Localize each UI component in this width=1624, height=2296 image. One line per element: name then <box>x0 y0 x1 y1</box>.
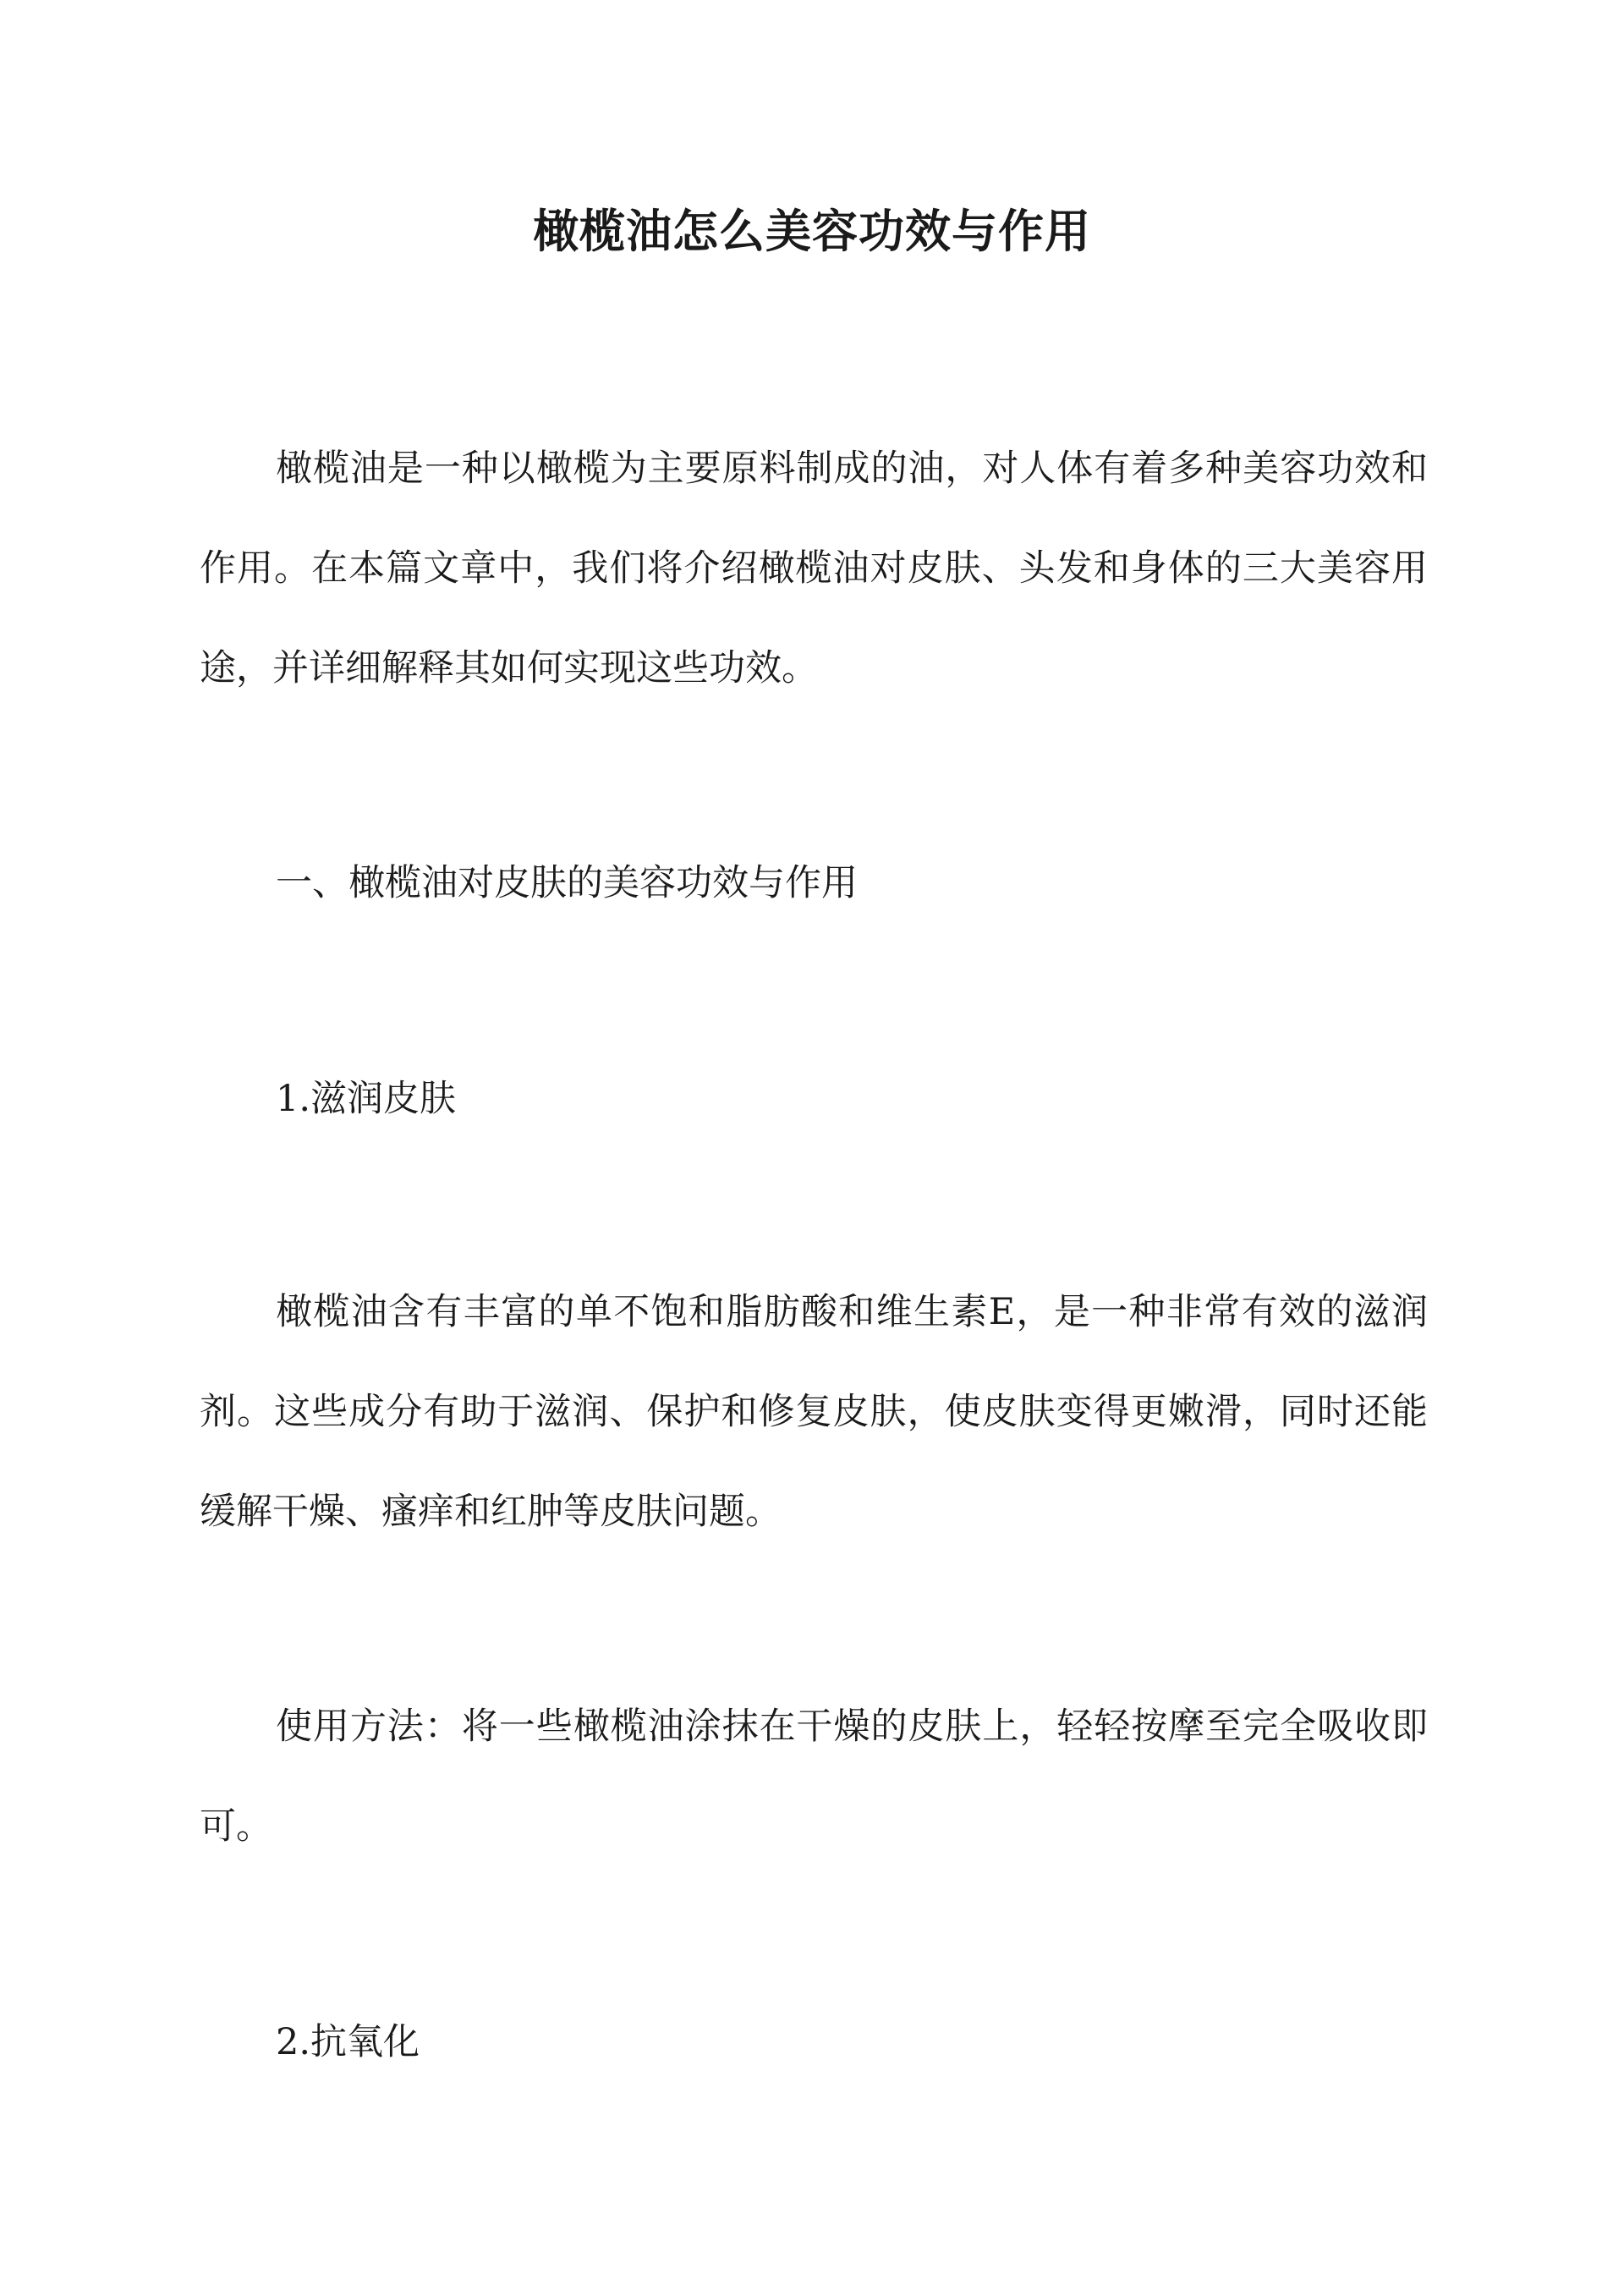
document-title: 橄榄油怎么美容功效与作用 <box>533 204 1091 258</box>
item-heading-antioxidant: 2.抗氧化 <box>276 2021 420 2063</box>
intro-paragraph: 橄榄油是一种以橄榄为主要原料制成的油，对人体有着多种美容功效和作用。在本篇文章中，我们将介绍橄榄油对皮肤、头发和身体的三大美容用途，并详细解释其如何实现这些功效。 <box>200 448 1428 689</box>
section-heading-skin: 一、橄榄油对皮肤的美容功效与作用 <box>276 862 858 904</box>
item-heading-moisturize: 1.滋润皮肤 <box>276 1078 457 1120</box>
item-paragraph-moisturize: 橄榄油含有丰富的单不饱和脂肪酸和维生素E，是一种非常有效的滋润剂。这些成分有助于滋润、保护和修复皮肤，使皮肤变得更嫩滑，同时还能缓解干燥、瘙痒和红肿等皮肤问题。 <box>200 1291 1428 1533</box>
usage-paragraph-moisturize: 使用方法：将一些橄榄油涂抹在干燥的皮肤上，轻轻按摩至完全吸收即可。 <box>200 1706 1428 1848</box>
